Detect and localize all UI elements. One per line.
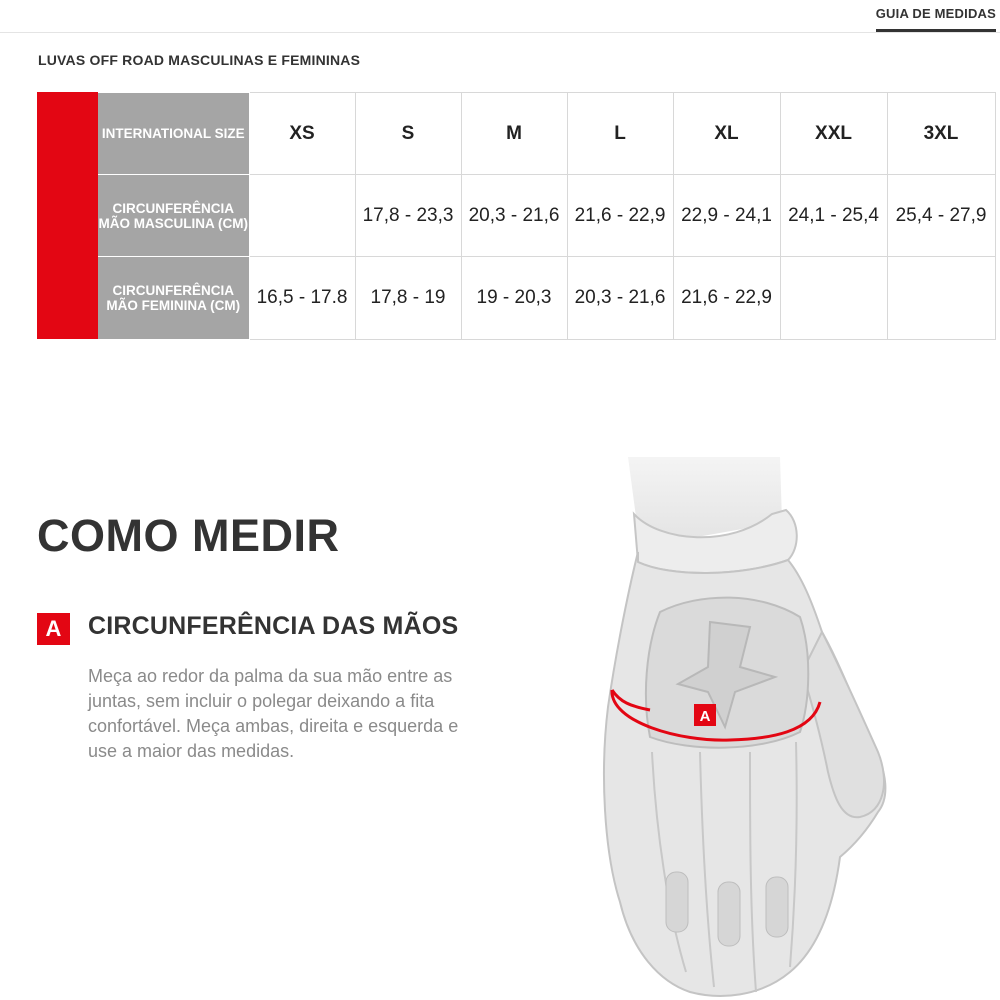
tab-size-guide[interactable]: GUIA DE MEDIDAS xyxy=(876,6,996,32)
male-s: 17,8 - 23,3 xyxy=(355,175,461,257)
row-header-female: CIRCUNFERÊNCIA MÃO FEMININA (CM) xyxy=(98,257,249,340)
male-xl: 22,9 - 24,1 xyxy=(673,175,780,257)
table-row-female xyxy=(98,257,995,340)
measure-marker-label: A xyxy=(699,708,711,725)
female-xl: 21,6 - 22,9 xyxy=(673,257,780,340)
male-3xl: 25,4 - 27,9 xyxy=(887,175,995,257)
male-l: 21,6 - 22,9 xyxy=(567,175,673,257)
female-3xl xyxy=(887,257,995,340)
male-m: 20,3 - 21,6 xyxy=(461,175,567,257)
finger-pad xyxy=(766,877,788,937)
table-row-male xyxy=(98,175,995,257)
size-l: L xyxy=(567,93,673,175)
top-bar xyxy=(0,0,1000,33)
step-description: Meça ao redor da palma da sua mão entre as juntas, sem incluir o polegar deixando a fita confortável. Meça ambas, direita e esquerda e use a maior das medidas. xyxy=(88,666,459,761)
female-xs: 16,5 - 17.8 xyxy=(249,257,355,340)
accent-bar xyxy=(37,92,98,339)
row-header-male: CIRCUNFERÊNCIA MÃO MASCULINA (CM) xyxy=(98,175,249,257)
size-table xyxy=(98,92,996,340)
size-m: M xyxy=(461,93,567,175)
female-l: 20,3 - 21,6 xyxy=(567,257,673,340)
size-xs: XS xyxy=(249,93,355,175)
row-header-international-size: INTERNATIONAL SIZE xyxy=(98,93,249,175)
glove-illustration xyxy=(590,452,920,1000)
male-xxl: 24,1 - 25,4 xyxy=(780,175,887,257)
size-3xl: 3XL xyxy=(887,93,995,175)
finger-pad xyxy=(666,872,688,932)
female-m: 19 - 20,3 xyxy=(461,257,567,340)
size-s: S xyxy=(355,93,461,175)
table-title: LUVAS OFF ROAD MASCULINAS E FEMININAS xyxy=(38,52,361,68)
table-row-sizes xyxy=(98,93,995,175)
how-to-measure-title: COMO MEDIR xyxy=(37,510,340,561)
female-xxl xyxy=(780,257,887,340)
size-xl: XL xyxy=(673,93,780,175)
size-xxl: XXL xyxy=(780,93,887,175)
male-xs xyxy=(249,175,355,257)
finger-pad xyxy=(718,882,740,946)
female-s: 17,8 - 19 xyxy=(355,257,461,340)
size-table-container xyxy=(37,92,995,339)
step-letter-badge: A xyxy=(37,613,70,645)
step-title: CIRCUNFERÊNCIA DAS MÃOS xyxy=(88,612,459,640)
